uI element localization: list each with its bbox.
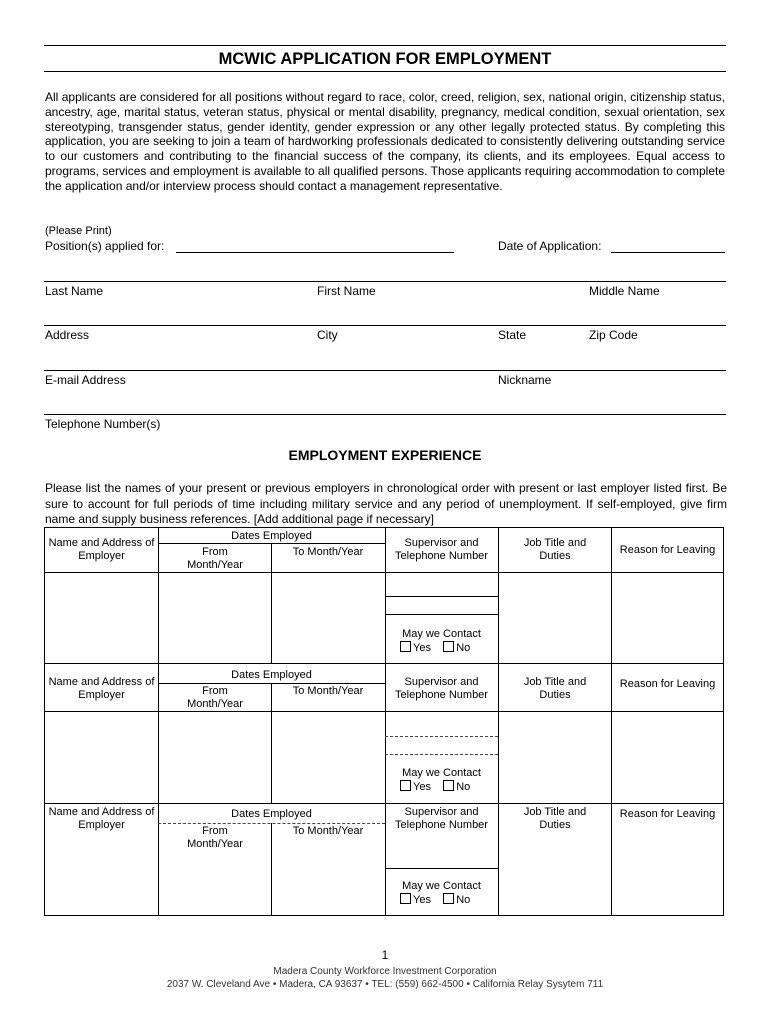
col-divider [271, 823, 272, 916]
date-of-application-field[interactable] [611, 252, 725, 253]
col-divider [385, 527, 386, 916]
dates-rule [158, 543, 385, 544]
header-job: Job Title and Duties [523, 806, 587, 831]
address-field-line[interactable] [44, 325, 726, 326]
yes-checkbox[interactable] [400, 780, 411, 791]
supervisor-line[interactable] [385, 754, 498, 755]
contact-options [400, 641, 490, 655]
address-label: Address [45, 328, 90, 342]
col-divider [271, 683, 272, 803]
no-checkbox[interactable] [443, 893, 454, 904]
employment-heading: EMPLOYMENT EXPERIENCE [288, 447, 482, 463]
dates-rule [158, 823, 385, 824]
position-field[interactable] [176, 252, 454, 253]
may-contact-label: May we Contact [402, 767, 481, 779]
block-rule [44, 663, 724, 664]
col-divider [271, 543, 272, 663]
employment-instructions: Please list the names of your present or previous employers in chronological order with present or last employer listed first. Be sure to account for full periods of time including military service and any period of unemployment. If self-employed, give firm name and supply business references. [Add additional page if necessary] [45, 481, 727, 526]
header-from: From Month/Year [187, 546, 243, 571]
middle-name-label: Middle Name [589, 284, 660, 298]
no-label: No [456, 781, 471, 793]
nickname-label: Nickname [498, 373, 552, 387]
col-divider [498, 527, 499, 916]
supervisor-line[interactable] [385, 868, 498, 869]
no-checkbox[interactable] [443, 641, 454, 652]
please-print-note: (Please Print) [45, 225, 112, 237]
state-label: State [498, 328, 527, 342]
no-checkbox[interactable] [443, 780, 454, 791]
col-divider [158, 527, 159, 916]
header-reason: Reason for Leaving [619, 678, 716, 690]
yes-label: Yes [413, 781, 431, 793]
header-supervisor: Supervisor and Telephone Number [395, 537, 488, 562]
header-to: To Month/Year [292, 685, 364, 697]
email-field-line[interactable] [44, 370, 726, 371]
employment-table [44, 527, 724, 916]
header-dates: Dates Employed [231, 530, 312, 542]
last-name-label: Last Name [45, 284, 104, 298]
supervisor-line[interactable] [385, 736, 498, 737]
first-name-label: First Name [317, 284, 376, 298]
date-of-application-label: Date of Application: [498, 239, 602, 253]
intro-paragraph: All applicants are considered for all positions without regard to race, color, creed, religion, sex, national origin, citizenship status, ancestry, age, marital status, veteran status, physical or mental disability, pregnancy, medical condition, sexual orientation, sex stereotyping, transgender status, gender identity, gender expression or any other legally protected status. By completing this application, you are seeking to join a team of hardworking professionals dedicated to consistently delivering outstanding service to our customers and contributing to the financial success of the company, its clients, and its employees. Equal access to programs, services and employment is available to all qualified persons. Those applicants requiring accommodation to complete the application and/or interview process should contact a management representative. [45, 90, 725, 193]
header-job: Job Title and Duties [523, 537, 587, 562]
footer-org: Madera County Workforce Investment Corporation [273, 966, 497, 977]
block-rule [44, 803, 724, 804]
email-label: E-mail Address [45, 373, 126, 387]
no-label: No [456, 894, 471, 906]
yes-checkbox[interactable] [400, 893, 411, 904]
page-title: MCWIC APPLICATION FOR EMPLOYMENT [218, 50, 552, 68]
header-dates: Dates Employed [231, 669, 312, 681]
contact-options [400, 780, 490, 794]
header-to: To Month/Year [292, 546, 364, 558]
may-contact-label: May we Contact [402, 880, 481, 892]
page-number: 1 [381, 948, 389, 962]
header-supervisor: Supervisor and Telephone Number [395, 676, 488, 701]
col-divider [611, 527, 612, 916]
header-dates: Dates Employed [231, 808, 312, 820]
contact-options [400, 893, 490, 907]
dates-rule [158, 683, 385, 684]
city-label: City [317, 328, 338, 342]
header-supervisor: Supervisor and Telephone Number [395, 806, 488, 831]
header-rule [44, 572, 724, 573]
no-label: No [456, 642, 471, 654]
footer-address: 2037 W. Cleveland Ave • Madera, CA 93637 • TEL: (559) 662-4500 • California Relay Sysytem 711 [166, 979, 604, 990]
supervisor-line[interactable] [385, 596, 498, 597]
header-employer: Name and Address of Employer [48, 537, 155, 562]
name-field-line[interactable] [44, 281, 726, 282]
yes-label: Yes [413, 642, 431, 654]
header-from: From Month/Year [187, 685, 243, 710]
yes-checkbox[interactable] [400, 641, 411, 652]
top-rule [44, 45, 726, 46]
may-contact-label: May we Contact [402, 628, 481, 640]
header-to: To Month/Year [292, 825, 364, 837]
zip-code-label: Zip Code [589, 328, 638, 342]
header-reason: Reason for Leaving [619, 544, 716, 556]
header-reason: Reason for Leaving [619, 808, 716, 820]
header-employer: Name and Address of Employer [48, 806, 155, 831]
supervisor-line[interactable] [385, 614, 498, 615]
header-job: Job Title and Duties [523, 676, 587, 701]
yes-label: Yes [413, 894, 431, 906]
telephone-label: Telephone Number(s) [45, 417, 161, 431]
header-rule [44, 711, 724, 712]
header-employer: Name and Address of Employer [48, 676, 155, 701]
telephone-field-line[interactable] [44, 414, 726, 415]
header-from: From Month/Year [187, 825, 243, 850]
title-rule [44, 71, 726, 72]
position-label: Position(s) applied for: [45, 239, 165, 253]
